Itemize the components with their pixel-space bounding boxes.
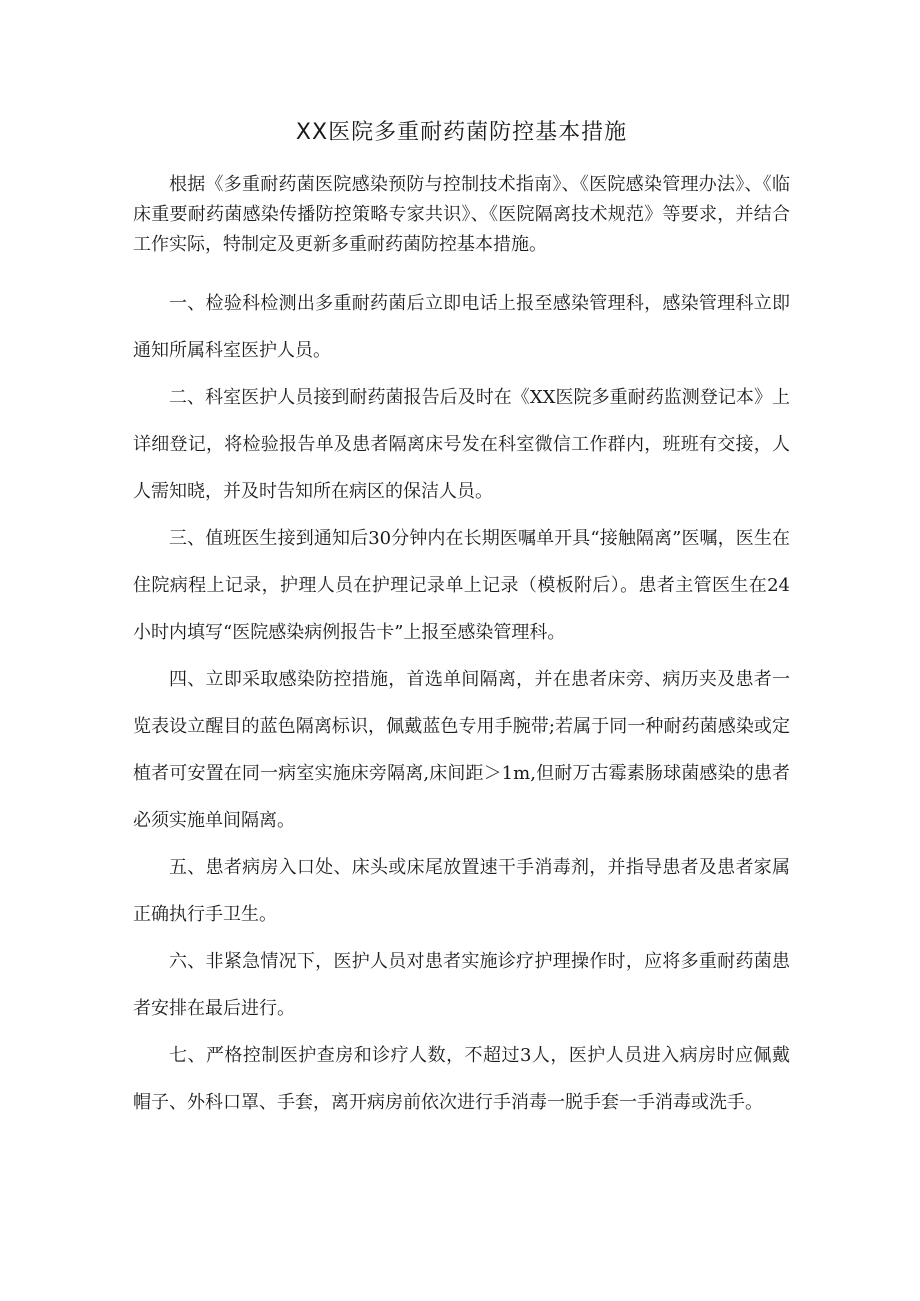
intro-paragraph: 根据《多重耐药菌医院感染预防与控制技术指南》、《医院感染管理办法》、《临床重要耐药菌感染传播防控策略专家共识》、《医院隔离技术规范》等要求，并结合工作实际，特制定及更新多重耐药菌防控基本措施。 bbox=[133, 174, 790, 255]
clause-6: 六、非紧急情况下，医护人员对患者实施诊疗护理操作时，应将多重耐药菌患者安排在最后进行。 bbox=[133, 951, 790, 1019]
page-title: XX医院多重耐药菌防控基本措施 bbox=[295, 120, 628, 145]
clause-3: 三、值班医生接到通知后30分钟内在长期医嘱单开具“接触隔离”医嘱，医生在住院病程上记录，护理人员在护理记录单上记录（模板附后）。患者主管医生在24小时内填写“医院感染病例报告卡”上报至感染管理科。 bbox=[133, 528, 790, 643]
clause-4: 四、立即采取感染防控措施，首选单间隔离，并在患者床旁、病历夹及患者一览表设立醒目的蓝色隔离标识，佩戴蓝色专用手腕带;若属于同一种耐药菌感染或定植者可安置在同一病室实施床旁隔离,床间距＞1m,但耐万古霉素肠球菌感染的患者必须实施单间隔离。 bbox=[133, 669, 790, 831]
clause-2: 二、科室医护人员接到耐药菌报告后及时在《XX医院多重耐药监测登记本》上详细登记，将检验报告单及患者隔离床号发在科室微信工作群内，班班有交接，人人需知晓，并及时告知所在病区的保洁人员。 bbox=[133, 387, 790, 502]
clause-7: 七、严格控制医护查房和诊疗人数，不超过3人，医护人员进入病房时应佩戴帽子、外科口罩、手套，离开病房前依次进行手消毒一脱手套一手消毒或洗手。 bbox=[133, 1045, 790, 1113]
clause-1: 一、检验科检测出多重耐药菌后立即电话上报至感染管理科，感染管理科立即通知所属科室医护人员。 bbox=[133, 293, 790, 361]
clause-5: 五、患者病房入口处、床头或床尾放置速干手消毒剂，并指导患者及患者家属正确执行手卫生。 bbox=[133, 857, 790, 925]
